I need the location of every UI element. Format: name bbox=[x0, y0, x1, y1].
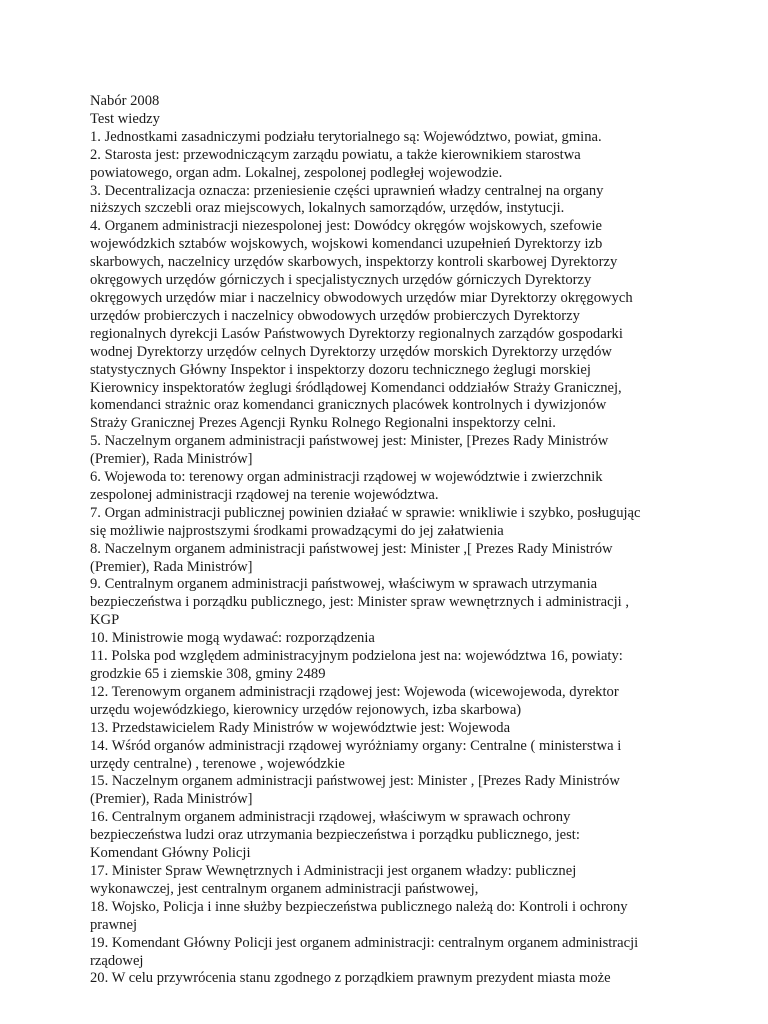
text-line: 7. Organ administracji publicznej powinien działać w sprawie: wnikliwie i szybko, posługując bbox=[90, 504, 641, 521]
text-line: 11. Polska pod względem administracyjnym podzielona jest na: województwa 16, powiaty: bbox=[90, 648, 623, 665]
text-line: 13. Przedstawicielem Rady Ministrów w województwie jest: Wojewoda bbox=[90, 719, 511, 736]
text-line: urzędu wojewódzkiego, kierownicy urzędów rejonowych, izba skarbowa) bbox=[90, 701, 522, 718]
text-line: wojewódzkich sztabów wojskowych, wojskowi komendanci uzupełnień Dyrektorzy izb bbox=[90, 236, 603, 253]
text-line: KGP bbox=[90, 612, 120, 629]
text-line: wodnej Dyrektorzy urzędów celnych Dyrektorzy urzędów morskich Dyrektorzy urzędów bbox=[90, 343, 612, 360]
text-line: 17. Minister Spraw Wewnętrznych i Administracji jest organem władzy: publicznej bbox=[90, 862, 577, 879]
text-line: rządowej bbox=[90, 952, 144, 969]
text-line: 5. Naczelnym organem administracji państwowej jest: Minister, [Prezes Rady Ministrów bbox=[90, 433, 609, 450]
text-line: okręgowych urzędów górniczych i specjalistycznych urzędów górniczych Dyrektorzy bbox=[90, 272, 592, 289]
document-subtitle: Test wiedzy bbox=[90, 110, 160, 127]
text-line: zespolonej administracji rządowej na terenie województwa. bbox=[90, 486, 439, 503]
text-line: 4. Organem administracji niezespolonej jest: Dowódcy okręgów wojskowych, szefowie bbox=[90, 218, 603, 235]
text-line: 16. Centralnym organem administracji rządowej, właściwym w sprawach ochrony bbox=[90, 809, 571, 826]
text-line: 20. W celu przywrócenia stanu zgodnego z porządkiem prawnym prezydent miasta może bbox=[90, 970, 611, 987]
text-line: wykonawczej, jest centralnym organem administracji państwowej, bbox=[90, 880, 479, 897]
text-line: (Premier), Rada Ministrów] bbox=[90, 451, 253, 468]
text-line: 18. Wojsko, Policja i inne służby bezpieczeństwa publicznego należą do: Kontroli i ochrony bbox=[90, 898, 628, 915]
text-line: komendanci strażnic oraz komendanci granicznych placówek kontrolnych i dywizjonów bbox=[90, 397, 607, 414]
text-line: 3. Decentralizacja oznacza: przeniesienie części uprawnień władzy centralnej na organy bbox=[90, 182, 604, 199]
text-line: bezpieczeństwa ludzi oraz utrzymania bezpieczeństwa i porządku publicznego, jest: bbox=[90, 827, 580, 844]
text-line: Komendant Główny Policji bbox=[90, 845, 251, 862]
text-line: niższych szczebli oraz miejscowych, lokalnych samorządów, urzędów, instytucji. bbox=[90, 200, 565, 217]
text-line: 1. Jednostkami zasadniczymi podziału terytorialnego są: Województwo, powiat, gmina. bbox=[90, 128, 602, 145]
text-line: Kierownicy inspektoratów żeglugi śródlądowej Komendanci oddziałów Straży Granicznej, bbox=[90, 379, 622, 396]
text-line: prawnej bbox=[90, 916, 138, 933]
text-line: 6. Wojewoda to: terenowy organ administracji rządowej w województwie i zwierzchnik bbox=[90, 469, 603, 486]
document-title: Nabór 2008 bbox=[90, 93, 160, 109]
text-line: się możliwie najprostszymi środkami prowadzącymi do jej załatwienia bbox=[90, 522, 504, 539]
text-line: 15. Naczelnym organem administracji państwowej jest: Minister , [Prezes Rady Ministrów bbox=[90, 773, 620, 790]
text-line: statystycznych Główny Inspektor i inspektorzy dozoru technicznego żeglugi morskiej bbox=[90, 361, 591, 378]
text-line: Straży Granicznej Prezes Agencji Rynku Rolnego Regionalni inspektorzy celni. bbox=[90, 415, 556, 432]
text-line: grodzkie 65 i ziemskie 308, gminy 2489 bbox=[90, 666, 326, 682]
text-line: 14. Wśród organów administracji rządowej wyróżniamy organy: Centralne ( ministerstwa i bbox=[90, 737, 622, 754]
text-line: 19. Komendant Główny Policji jest organem administracji: centralnym organem administracji bbox=[90, 934, 639, 951]
document-page bbox=[90, 93, 690, 988]
text-line: 8. Naczelnym organem administracji państwowej jest: Minister ,[ Prezes Rady Ministrów bbox=[90, 540, 613, 557]
text-line: 9. Centralnym organem administracji państwowej, właściwym w sprawach utrzymania bbox=[90, 576, 598, 593]
text-line: 2. Starosta jest: przewodniczącym zarządu powiatu, a także kierownikiem starostwa bbox=[90, 146, 581, 163]
text-line: (Premier), Rada Ministrów] bbox=[90, 558, 253, 575]
text-line: urzędów probierczych i naczelnicy obwodowych urzędów probierczych Dyrektorzy bbox=[90, 307, 580, 324]
text-line: bezpieczeństwa i porządku publicznego, jest: Minister spraw wewnętrznych i administracji , bbox=[90, 594, 629, 611]
text-line: skarbowych, naczelnicy urzędów skarbowych, inspektorzy kontroli skarbowej Dyrektorzy bbox=[90, 254, 618, 271]
text-line: 10. Ministrowie mogą wydawać: rozporządzenia bbox=[90, 630, 375, 647]
text-line: okręgowych urzędów miar i naczelnicy obwodowych urzędów miar Dyrektorzy okręgowych bbox=[90, 289, 633, 306]
text-line: powiatowego, organ adm. Lokalnej, zespolonej podległej wojewodzie. bbox=[90, 164, 503, 181]
text-line: 12. Terenowym organem administracji rządowej jest: Wojewoda (wicewojewoda, dyrektor bbox=[90, 683, 619, 700]
text-line: (Premier), Rada Ministrów] bbox=[90, 791, 253, 808]
text-line: regionalnych dyrekcji Lasów Państwowych Dyrektorzy regionalnych zarządów gospodarki bbox=[90, 325, 623, 342]
text-line: urzędy centralne) , terenowe , wojewódzkie bbox=[90, 755, 345, 772]
